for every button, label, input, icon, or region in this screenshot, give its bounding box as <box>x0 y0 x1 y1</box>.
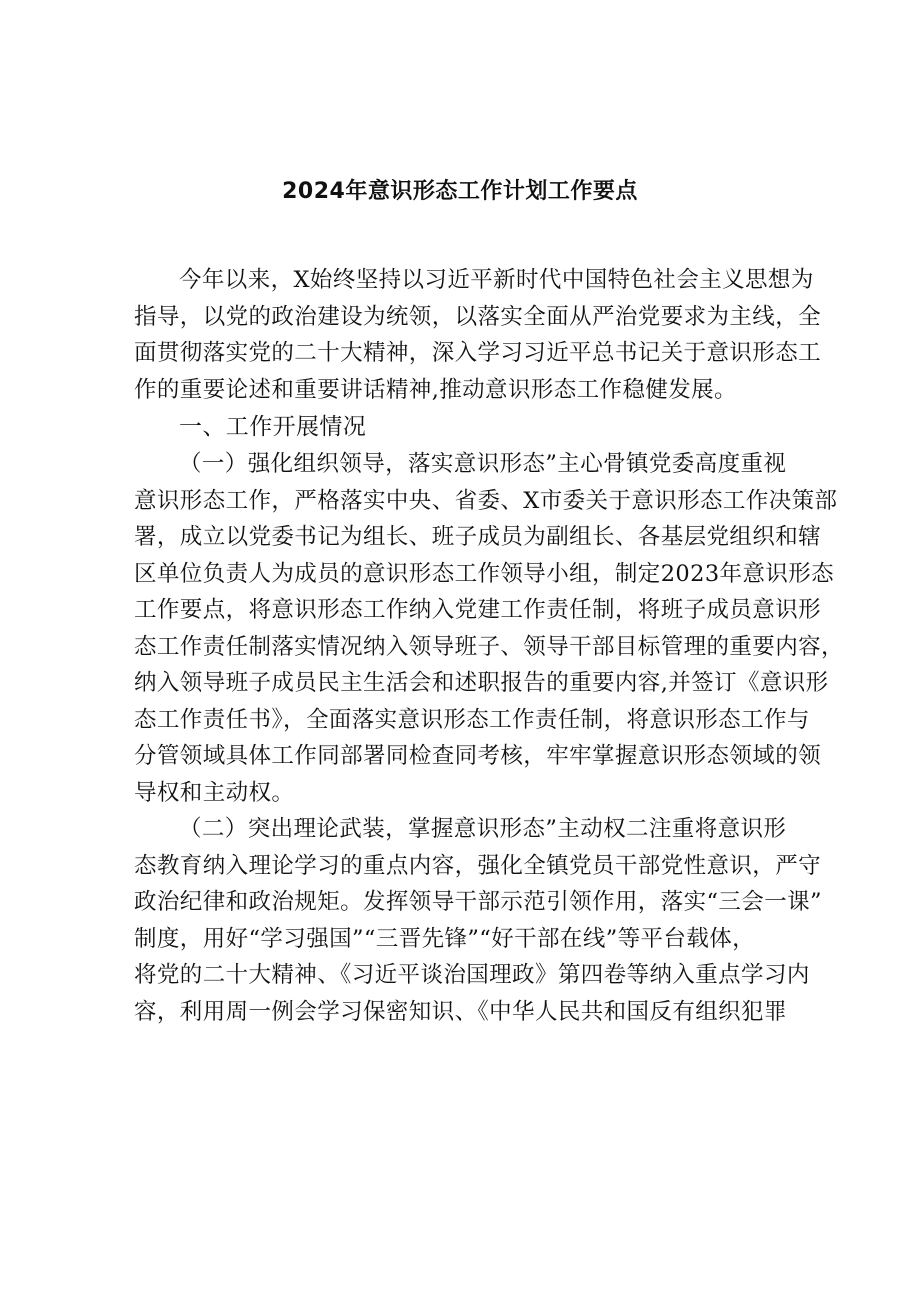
section-heading: 一、工作开展情况 <box>179 414 367 440</box>
paragraph-line: 今年以来，X始终坚持以习近平新时代中国特色社会主义思想为 <box>179 267 814 293</box>
paragraph-line: 态工作责任书》，全面落实意识形态工作责任制，将意识形态工作与 <box>134 706 810 733</box>
paragraph-line: 作的重要论述和重要讲话精神,推动意识形态工作稳健发展。 <box>134 376 737 403</box>
paragraph-line: 工作要点，将意识形态工作纳入党建工作责任制，将班子成员意识形 <box>134 597 822 623</box>
paragraph-line: 指导，以党的政治建设为统领，以落实全面从严治党要求为主线，全 <box>134 303 822 330</box>
paragraph-line: （二）突出理论武装，掌握意识形态”主动权二注重将意识形 <box>179 816 787 842</box>
paragraph-line: 将党的二十大精神、《习近平谈治国理政》第四卷等纳入重点学习内 <box>134 962 810 988</box>
paragraph-line: 区单位负责人为成员的意识形态工作领导小组，制定2023年意识形态 <box>134 560 835 587</box>
paragraph-line: （一）强化组织领导，落实意识形态”主心骨镇党委高度重视 <box>179 451 787 477</box>
paragraph-line: 态教育纳入理论学习的重点内容，强化全镇党员干部党性意识，严守 <box>134 852 822 879</box>
paragraph-line: 容，利用周一例会学习保密知识、《中华人民共和国反有组织犯罪 <box>134 998 787 1025</box>
paragraph-line: 纳入领导班子成员民主生活会和述职报告的重要内容,并签订《意识形 <box>134 670 829 696</box>
paragraph-line: 政治纪律和政治规矩。发挥领导干部示范引领作用，落实“三会一课” <box>134 889 822 915</box>
paragraph-line: 分管领域具体工作同部署同检查同考核，牢牢掌握意识形态领域的领 <box>134 743 822 769</box>
paragraph-line: 态工作责任制落实情况纳入领导班子、领导干部目标管理的重要内容， <box>134 633 844 660</box>
paragraph-line: 署，成立以党委书记为组长、班子成员为副组长、各基层党组织和辖 <box>134 524 822 550</box>
paragraph-line: 制度，用好“学习强国”“三晋先锋”“好干部在线”等平台载体， <box>134 925 756 952</box>
paragraph-line: 意识形态工作，严格落实中央、省委、X市委关于意识形态工作决策部 <box>134 487 838 514</box>
document-title: 2024年意识形态工作计划工作要点 <box>282 179 638 204</box>
paragraph-line: 面贯彻落实党的二十大精神，深入学习习近平总书记关于意识形态工 <box>134 340 822 366</box>
paragraph-line: 导权和主动权。 <box>134 779 295 806</box>
document-body <box>134 262 844 1030</box>
